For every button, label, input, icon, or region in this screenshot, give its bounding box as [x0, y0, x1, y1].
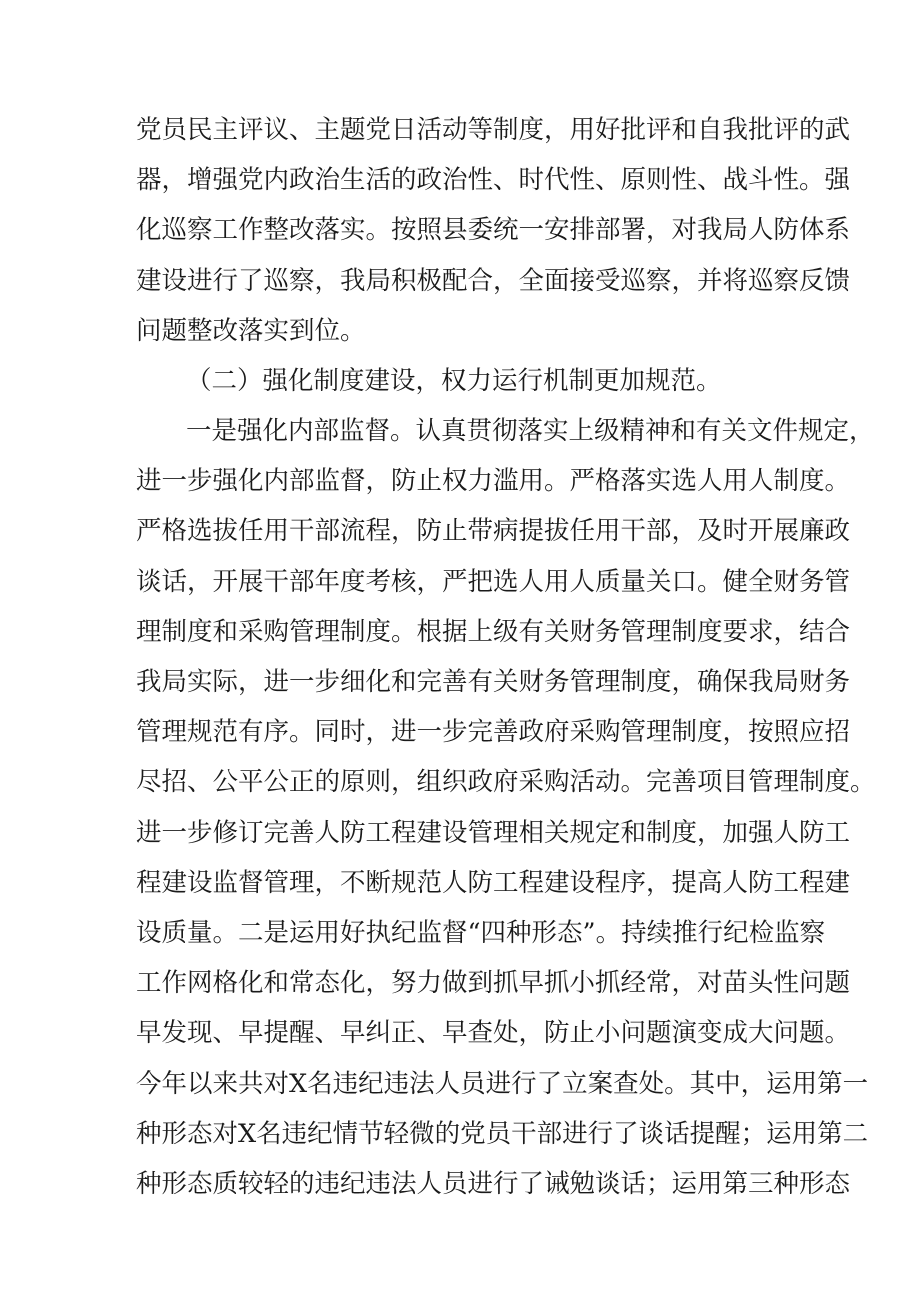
section-heading: （二）强化制度建设，权力运行机制更加规范。: [186, 366, 722, 396]
text-line: 理制度和采购管理制度。根据上级有关财务管理制度要求，结合: [136, 617, 851, 647]
text-line: 进一步修订完善人防工程建设管理相关规定和制度，加强人防工: [136, 818, 851, 848]
text-line: 管理规范有序。同时，进一步完善政府采购管理制度，按照应招: [136, 717, 851, 747]
text-line: 严格选拔任用干部流程，防止带病提拔任用干部，及时开展廉政: [136, 516, 851, 546]
text-line: 器，增强党内政治生活的政治性、时代性、原则性、战斗性。强: [136, 165, 851, 195]
text-line: 早发现、早提醒、早纠正、早查处，防止小问题演变成大问题。: [136, 1018, 851, 1048]
text-line: 种形态质较轻的违纪违法人员进行了诫勉谈话；运用第三种形态: [136, 1169, 851, 1199]
text-line: 建设进行了巡察，我局积极配合，全面接受巡察，并将巡察反馈: [136, 266, 851, 296]
text-line: 进一步强化内部监督，防止权力滥用。严格落实选人用人制度。: [136, 466, 851, 496]
text-line: 程建设监督管理，不断规范人防工程建设程序，提高人防工程建: [136, 868, 851, 898]
text-line: 化巡察工作整改落实。按照县委统一安排部署，对我局人防体系: [136, 215, 851, 245]
paragraph-first-line: 一是强化内部监督。认真贯彻落实上级精神和有关文件规定，: [186, 416, 875, 446]
text-line: 尽招、公平公正的原则，组织政府采购活动。完善项目管理制度。: [136, 767, 876, 797]
text-line: 设质量。二是运用好执纪监督“四种形态”。持续推行纪检监察: [136, 918, 826, 948]
text-line: 工作网格化和常态化，努力做到抓早抓小抓经常，对苗头性问题: [136, 968, 851, 998]
text-line: 谈话，开展干部年度考核，严把选人用人质量关口。健全财务管: [136, 567, 851, 597]
text-line: 今年以来共对X名违纪违法人员进行了立案查处。其中，运用第一: [136, 1069, 869, 1099]
text-line: 党员民主评议、主题党日活动等制度，用好批评和自我批评的武: [136, 115, 851, 145]
paragraph-end-line: 问题整改落实到位。: [136, 316, 366, 346]
text-line: 我局实际，进一步细化和完善有关财务管理制度，确保我局财务: [136, 667, 851, 697]
text-line: 种形态对X名违纪情节轻微的党员干部进行了谈话提醒；运用第二: [136, 1119, 869, 1149]
